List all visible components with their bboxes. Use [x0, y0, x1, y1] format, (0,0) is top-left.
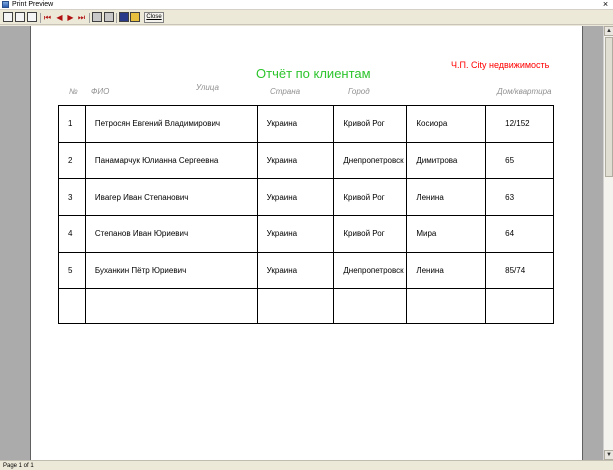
header-country: Страна [270, 87, 301, 96]
table-row-empty [59, 289, 554, 324]
header-city: Город [348, 87, 370, 96]
cell-fio: Ивагер Иван Степанович [85, 179, 257, 216]
print-icon[interactable] [104, 12, 114, 22]
toolbar-separator [116, 13, 117, 23]
cell-num: 4 [59, 216, 86, 253]
cell-fio: Степанов Иван Юриевич [85, 216, 257, 253]
cell-house [486, 289, 554, 324]
cell-city: Кривой Рог [334, 179, 407, 216]
report-page [30, 26, 583, 460]
cell-street: Ленина [407, 252, 486, 289]
cell-city: Днепропетровск [334, 252, 407, 289]
window-close-button[interactable]: × [602, 0, 609, 9]
cell-country: Украина [257, 252, 334, 289]
table-row [59, 142, 554, 179]
zoom-100-icon[interactable] [27, 12, 37, 22]
app-icon [2, 1, 9, 8]
cell-house: 85/74 [486, 252, 554, 289]
cell-country: Украина [257, 216, 334, 253]
clients-table [58, 105, 554, 324]
toolbar [0, 11, 613, 25]
cell-fio: Буханкин Пётр Юриевич [85, 252, 257, 289]
table-row [59, 252, 554, 289]
preview-area[interactable] [0, 26, 603, 460]
cell-fio: Панамарчук Юлианна Сергеевна [85, 142, 257, 179]
cell-city: Кривой Рог [334, 106, 407, 143]
cell-fio: Петросян Евгений Владимирович [85, 106, 257, 143]
cell-house: 64 [486, 216, 554, 253]
header-num: № [69, 87, 78, 96]
cell-country [257, 289, 334, 324]
status-bar [0, 460, 613, 470]
scroll-up-icon[interactable]: ▲ [604, 26, 613, 36]
table-row [59, 179, 554, 216]
cell-city: Кривой Рог [334, 216, 407, 253]
first-page-icon[interactable]: ⏮ [43, 13, 52, 22]
cell-street: Косиора [407, 106, 486, 143]
report-title: Отчёт по клиентам [256, 66, 371, 81]
toolbar-separator [40, 13, 41, 23]
cell-country: Украина [257, 142, 334, 179]
cell-country: Украина [257, 179, 334, 216]
table-row [59, 216, 554, 253]
cell-num: 3 [59, 179, 86, 216]
cell-num: 5 [59, 252, 86, 289]
cell-city [334, 289, 407, 324]
cell-num: 1 [59, 106, 86, 143]
cell-house: 63 [486, 179, 554, 216]
last-page-icon[interactable]: ⏭ [77, 13, 86, 22]
company-name: Ч.П. City недвижимость [451, 60, 550, 70]
open-icon[interactable] [130, 12, 140, 22]
cell-street: Ленина [407, 179, 486, 216]
cell-fio [85, 289, 257, 324]
vertical-scrollbar[interactable] [603, 26, 613, 460]
zoom-whole-page-icon[interactable] [3, 12, 13, 22]
zoom-page-width-icon[interactable] [15, 12, 25, 22]
cell-house: 65 [486, 142, 554, 179]
printer-setup-icon[interactable] [92, 12, 102, 22]
save-icon[interactable] [119, 12, 129, 22]
cell-city: Днепропетровск [334, 142, 407, 179]
prev-page-icon[interactable]: ◀ [56, 13, 63, 22]
cell-street: Мира [407, 216, 486, 253]
window-title: Print Preview [12, 1, 54, 8]
header-fio: ФИО [91, 87, 110, 96]
header-house: Дом/квартира [497, 87, 552, 96]
next-page-icon[interactable]: ▶ [67, 13, 74, 22]
scroll-down-icon[interactable]: ▼ [604, 450, 613, 460]
title-bar [0, 0, 613, 10]
cell-num: 2 [59, 142, 86, 179]
close-button[interactable]: Close [144, 12, 164, 23]
cell-country: Украина [257, 106, 334, 143]
page-info: Page 1 of 1 [3, 463, 34, 469]
cell-num [59, 289, 86, 324]
toolbar-separator [89, 13, 90, 23]
cell-house: 12/152 [486, 106, 554, 143]
table-row [59, 106, 554, 143]
scroll-thumb[interactable] [605, 37, 613, 177]
cell-street: Димитрова [407, 142, 486, 179]
cell-street [407, 289, 486, 324]
header-street: Улица [196, 83, 219, 92]
